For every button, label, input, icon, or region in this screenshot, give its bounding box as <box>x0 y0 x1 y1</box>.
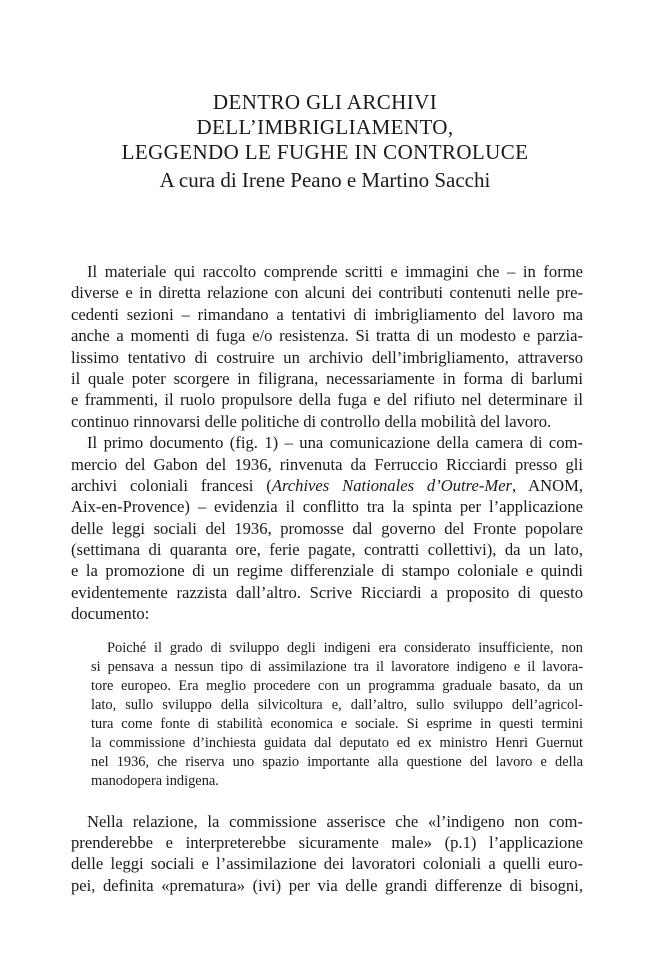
text-line <box>71 475 583 496</box>
text-line: anche a momenti di fuga e/o resistenza. Si tratta di un modesto e parzia- <box>71 326 583 346</box>
text-line: Il primo documento (fig. 1) – una comunicazione della camera di com- <box>87 433 583 453</box>
text-line: mercio del Gabon del 1936, rinvenuta da Ferruccio Ricciardi presso gli <box>71 454 583 474</box>
text-line: e frammenti, il ruolo propulsore della fuga e del rifiuto nel determinare il <box>71 390 583 410</box>
text-fragment: , ANOM, <box>512 475 583 495</box>
text-line: Nella relazione, la commissione asserisce che «l’indigeno non com- <box>87 811 583 831</box>
body-text <box>71 261 583 896</box>
paragraph-1 <box>71 261 583 432</box>
archive-name-italic: Archives Nationales d’Outre-Mer <box>271 475 513 495</box>
text-line: Aix-en-Provence) – evidenzia il conflitto tra la spinta per l’applicazione <box>71 497 583 517</box>
text-line: il quale poter scorgere in filigrana, necessariamente in forma di barlumi <box>71 368 583 388</box>
chapter-heading <box>60 90 590 193</box>
chapter-title-line-2: DELL’IMBRIGLIAMENTO, <box>196 115 454 139</box>
chapter-title-line-1: DENTRO GLI ARCHIVI <box>212 90 438 114</box>
text-line: delle leggi sociali del 1936, promosse dal governo del Fronte popolare <box>71 518 583 538</box>
text-line: cedenti sezioni – rimandano a tentativi di imbrigliamento del lavoro ma <box>71 304 583 324</box>
text-line: evidentemente razzista dall’altro. Scrive Ricciardi a proposito di questo <box>71 582 583 602</box>
text-fragment: archivi coloniali francesi ( <box>71 475 272 495</box>
text-line: e la promozione di un regime differenziale di stampo coloniale e quindi <box>71 561 583 581</box>
chapter-title-line-3: LEGGENDO LE FUGHE IN CONTROLUCE <box>121 140 529 164</box>
paragraph-3 <box>71 811 583 897</box>
paragraph-2 <box>71 432 583 625</box>
quote-line: nel 1936, che riserva uno spazio importante alla questione del lavoro e della <box>91 753 583 770</box>
text-line: documento: <box>71 604 150 624</box>
text-line: continuo rinnovarsi delle politiche di controllo della mobilità del lavoro. <box>71 411 552 431</box>
text-line: diverse e in diretta relazione con alcuni dei contributi contenuti nelle pre- <box>71 283 583 303</box>
block-quote <box>91 639 583 791</box>
quote-line: tore europeo. Era meglio procedere con un programma graduale basato, da un <box>91 677 583 694</box>
quote-line: si pensava a nessun tipo di assimilazione tra il lavoratore indigeno e il lavora- <box>91 658 583 675</box>
chapter-editors: A cura di Irene Peano e Martino Sacchi <box>159 168 491 192</box>
quote-line: la commissione d’inchiesta guidata dal deputato ed ex ministro Henri Guernut <box>91 734 583 751</box>
quote-line: Poiché il grado di sviluppo degli indigeni era considerato insufficiente, non <box>107 639 583 656</box>
text-line: (settimana di quaranta ore, ferie pagate, contratti collettivi), da un lato, <box>71 540 583 560</box>
text-line: delle leggi sociali e l’assimilazione dei lavoratori coloniali a quelli euro- <box>71 854 583 874</box>
text-line: lissimo tentativo di costruire un archivio dell’imbrigliamento, attraverso <box>71 347 583 367</box>
quote-line: manodopera indigena. <box>91 772 219 789</box>
text-line: pei, definita «prematura» (ivi) per via delle grandi differenze di bisogni, <box>71 875 583 895</box>
quote-line: lato, sullo sviluppo della silvicoltura e, dall’altro, sullo sviluppo dell’agricol- <box>91 696 583 713</box>
text-line: prenderebbe e interpreterebbe sicuramente male» (p.1) l’applicazione <box>71 833 583 853</box>
quote-line: tura come fonte di stabilità economica e sociale. Si esprime in questi termini <box>91 715 583 732</box>
text-line: Il materiale qui raccolto comprende scritti e immagini che – in forme <box>87 262 583 281</box>
